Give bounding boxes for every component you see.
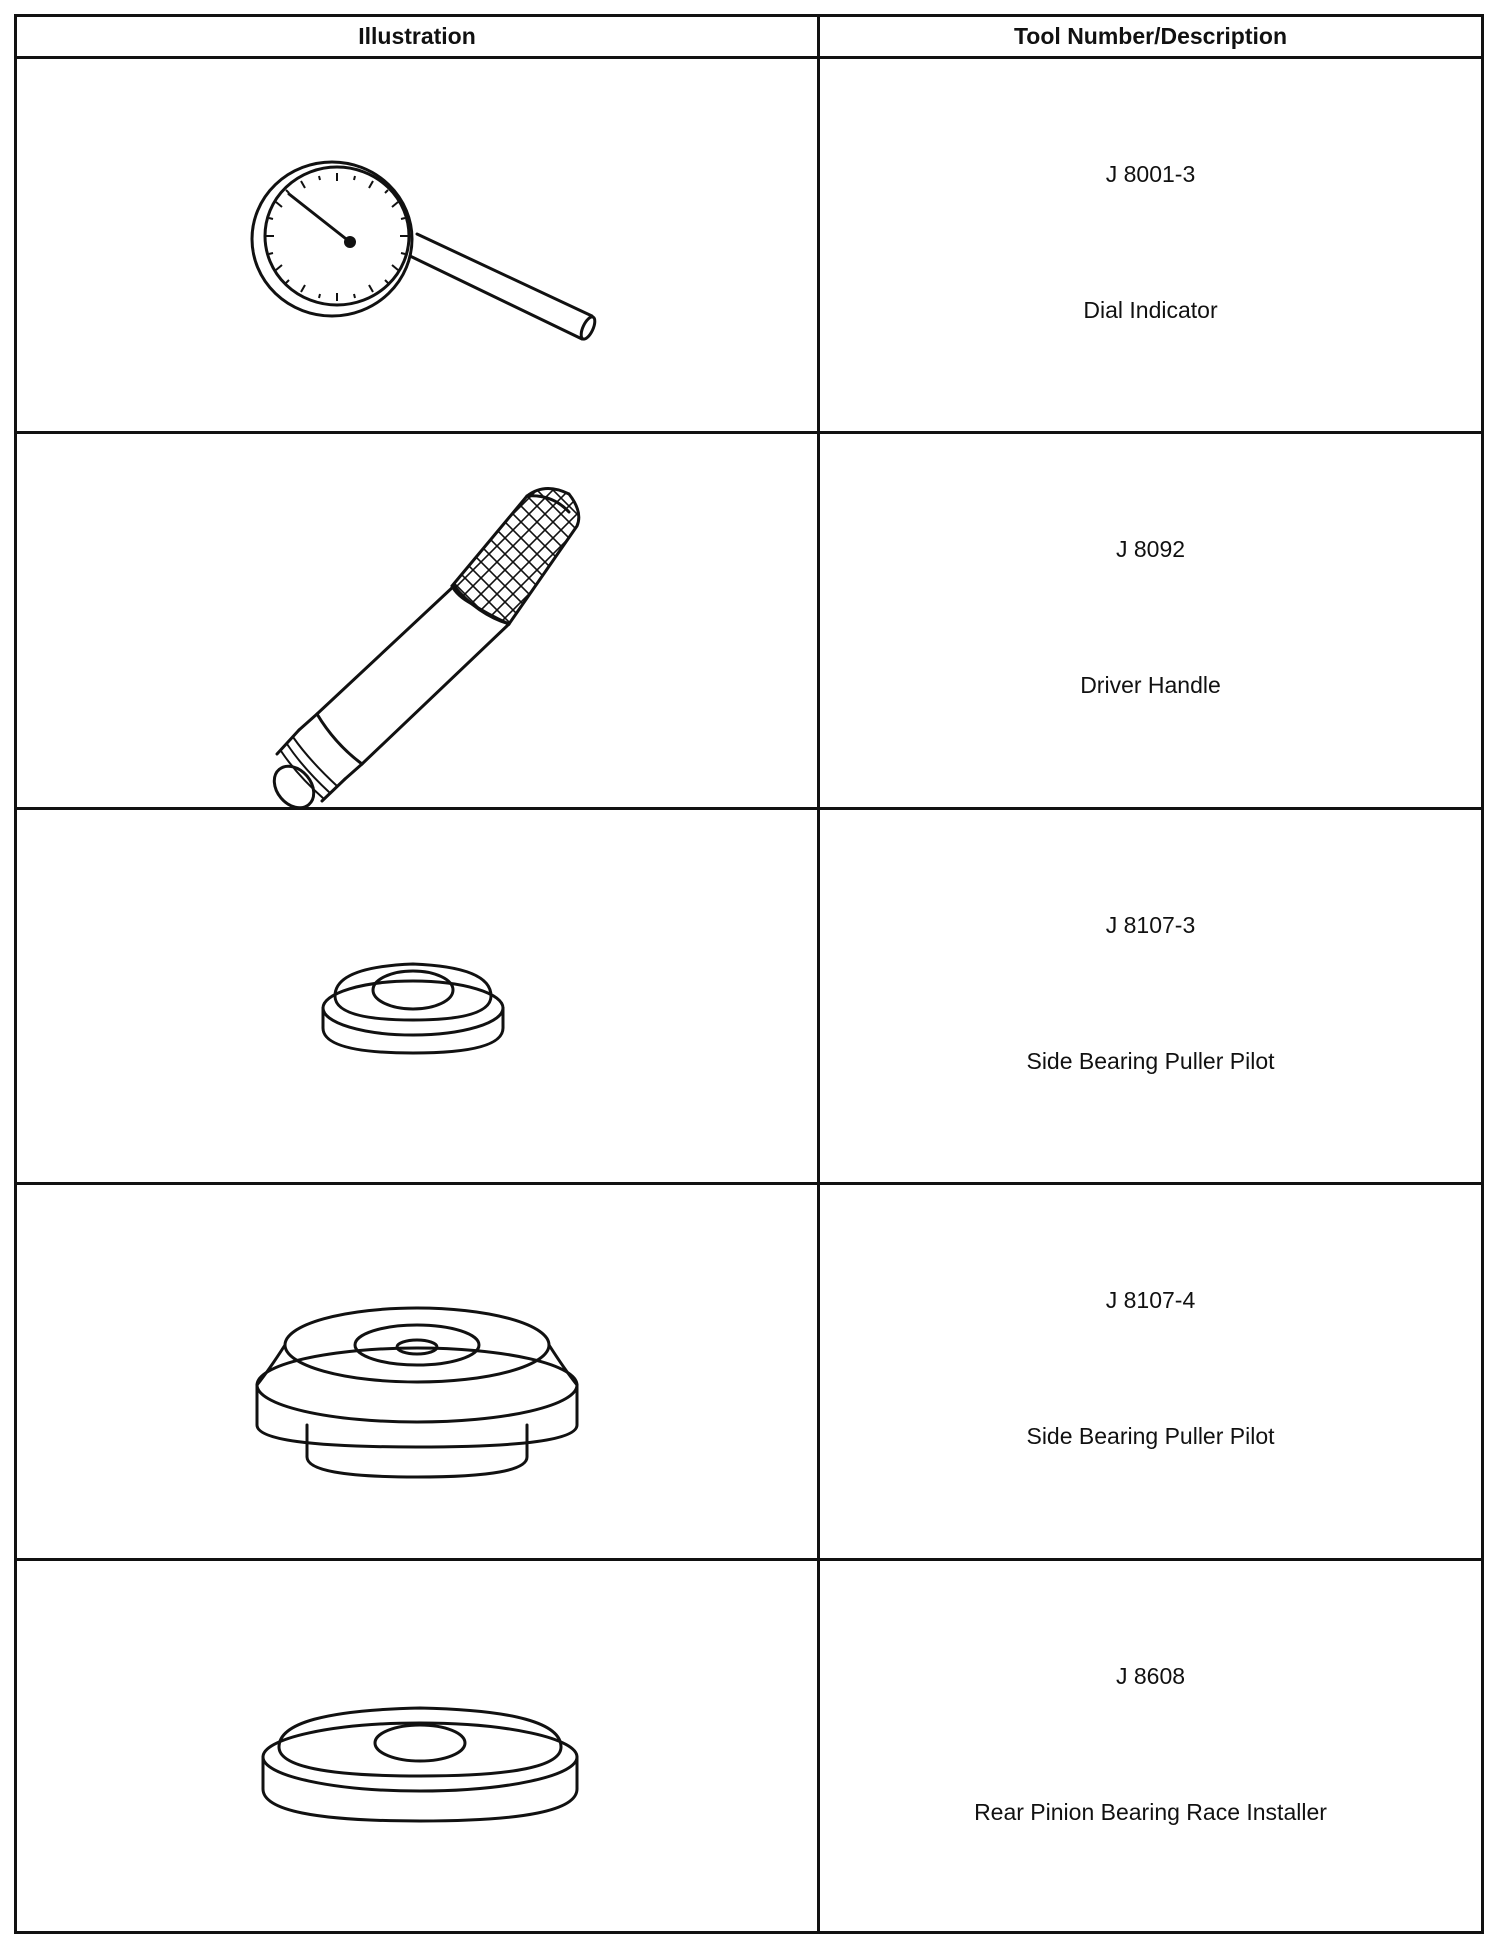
header-tool-number-description: Tool Number/Description — [1013, 23, 1288, 49]
tool-description: Side Bearing Puller Pilot — [1026, 1048, 1275, 1074]
tool-description: Driver Handle — [1080, 672, 1221, 698]
table-row — [17, 1185, 1481, 1561]
puller-pilot-large-icon — [17, 1185, 817, 1558]
tool-cell — [820, 1185, 1481, 1558]
illustration-cell — [17, 1185, 820, 1558]
puller-pilot-small-icon — [17, 810, 817, 1182]
tool-description: Dial Indicator — [1083, 297, 1218, 323]
tools-table — [14, 14, 1484, 1934]
tool-number: J 8107-3 — [1105, 912, 1196, 938]
tool-description: Side Bearing Puller Pilot — [1026, 1423, 1275, 1449]
tool-cell — [820, 810, 1481, 1182]
tool-cell — [820, 59, 1481, 431]
header-illustration: Illustration — [17, 17, 820, 56]
tool-number: J 8092 — [1115, 536, 1186, 562]
tool-cell — [820, 434, 1481, 807]
tool-number: J 8001-3 — [1105, 161, 1196, 187]
illustration-cell — [17, 1561, 820, 1934]
race-installer-icon — [17, 1561, 817, 1934]
tool-number: J 8608 — [1115, 1663, 1186, 1689]
driver-handle-icon — [17, 434, 817, 807]
dial-indicator-icon — [17, 59, 817, 431]
tool-description: Rear Pinion Bearing Race Installer — [974, 1799, 1327, 1825]
table-row — [17, 434, 1481, 810]
illustration-cell — [17, 810, 820, 1182]
table-row — [17, 59, 1481, 434]
illustration-cell — [17, 434, 820, 807]
tool-number: J 8107-4 — [1105, 1287, 1196, 1313]
table-header — [17, 17, 1481, 59]
illustration-cell — [17, 59, 820, 431]
table-row — [17, 810, 1481, 1185]
tool-cell — [820, 1561, 1481, 1934]
table-row — [17, 1561, 1481, 1934]
